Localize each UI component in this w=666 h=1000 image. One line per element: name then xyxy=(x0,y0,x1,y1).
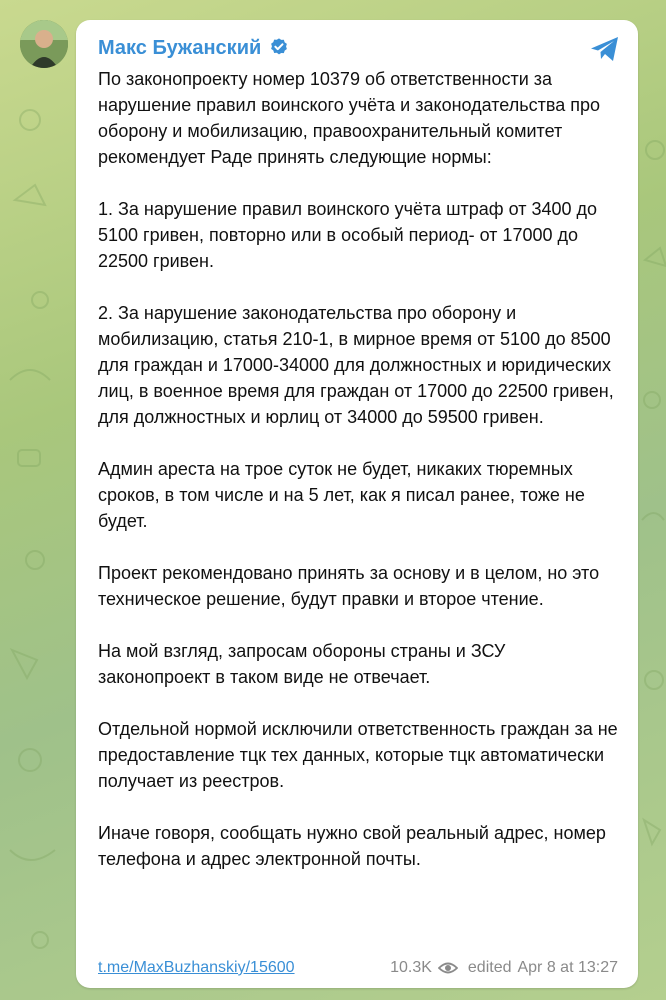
author-name[interactable]: Макс Бужанский xyxy=(98,36,262,59)
post-paragraph: Админ ареста на трое суток не будет, никаких тюремных сроков, в том числе и на 5 лет, как я писал ранее, тоже не будет. xyxy=(98,459,585,531)
post-paragraph: 2. За нарушение законодательства про оборону и мобилизацию, статья 210-1, в мирное время от 5100 до 8500 для граждан и 17000-34000 для должностных и юридических лиц, в военное время для граждан от 17000 до 22500 гривен, для должностных и юрлиц от 34000 до 59500 гривен. xyxy=(98,303,614,427)
verified-badge-icon xyxy=(268,37,290,59)
post-link[interactable]: t.me/MaxBuzhanskiy/15600 xyxy=(98,959,295,976)
avatar-photo xyxy=(20,20,68,68)
post-meta xyxy=(390,959,618,977)
post-bubble xyxy=(76,20,638,988)
post-paragraph: 1. За нарушение правил воинского учёта штраф от 3400 до 5100 гривен, повторно или в особый период- от 17000 до 22500 гривен. xyxy=(98,199,598,271)
post-text xyxy=(98,66,622,872)
post-paragraph: Проект рекомендовано принять за основу и в целом, но это техническое решение, будут правки и второе чтение. xyxy=(98,563,600,609)
post-paragraph: По законопроекту номер 10379 об ответственности за нарушение правил воинского учёта и законодательства про оборону и мобилизацию, правоохранительный комитет рекомендует Раде принять следующие нормы: xyxy=(98,69,600,167)
post-date: Apr 8 at 13:27 xyxy=(517,959,618,976)
channel-avatar[interactable] xyxy=(20,20,68,68)
post-header xyxy=(98,35,290,61)
post-footer xyxy=(98,956,618,980)
post-paragraph: Иначе говоря, сообщать нужно свой реальный адрес, номер телефона и адрес электронной почты. xyxy=(98,823,606,869)
edited-label: edited xyxy=(467,959,512,976)
post-paragraph: На мой взгляд, запросам обороны страны и ЗСУ законопроект в таком виде не отвечает. xyxy=(98,641,506,687)
post-paragraph: Отдельной нормой исключили ответственность граждан за не предоставление тцк тех данных, которые тцк автоматически получает из реестров. xyxy=(98,719,618,791)
view-count: 10.3K xyxy=(390,959,432,976)
eye-icon xyxy=(438,961,458,975)
telegram-share-icon[interactable] xyxy=(588,32,622,66)
